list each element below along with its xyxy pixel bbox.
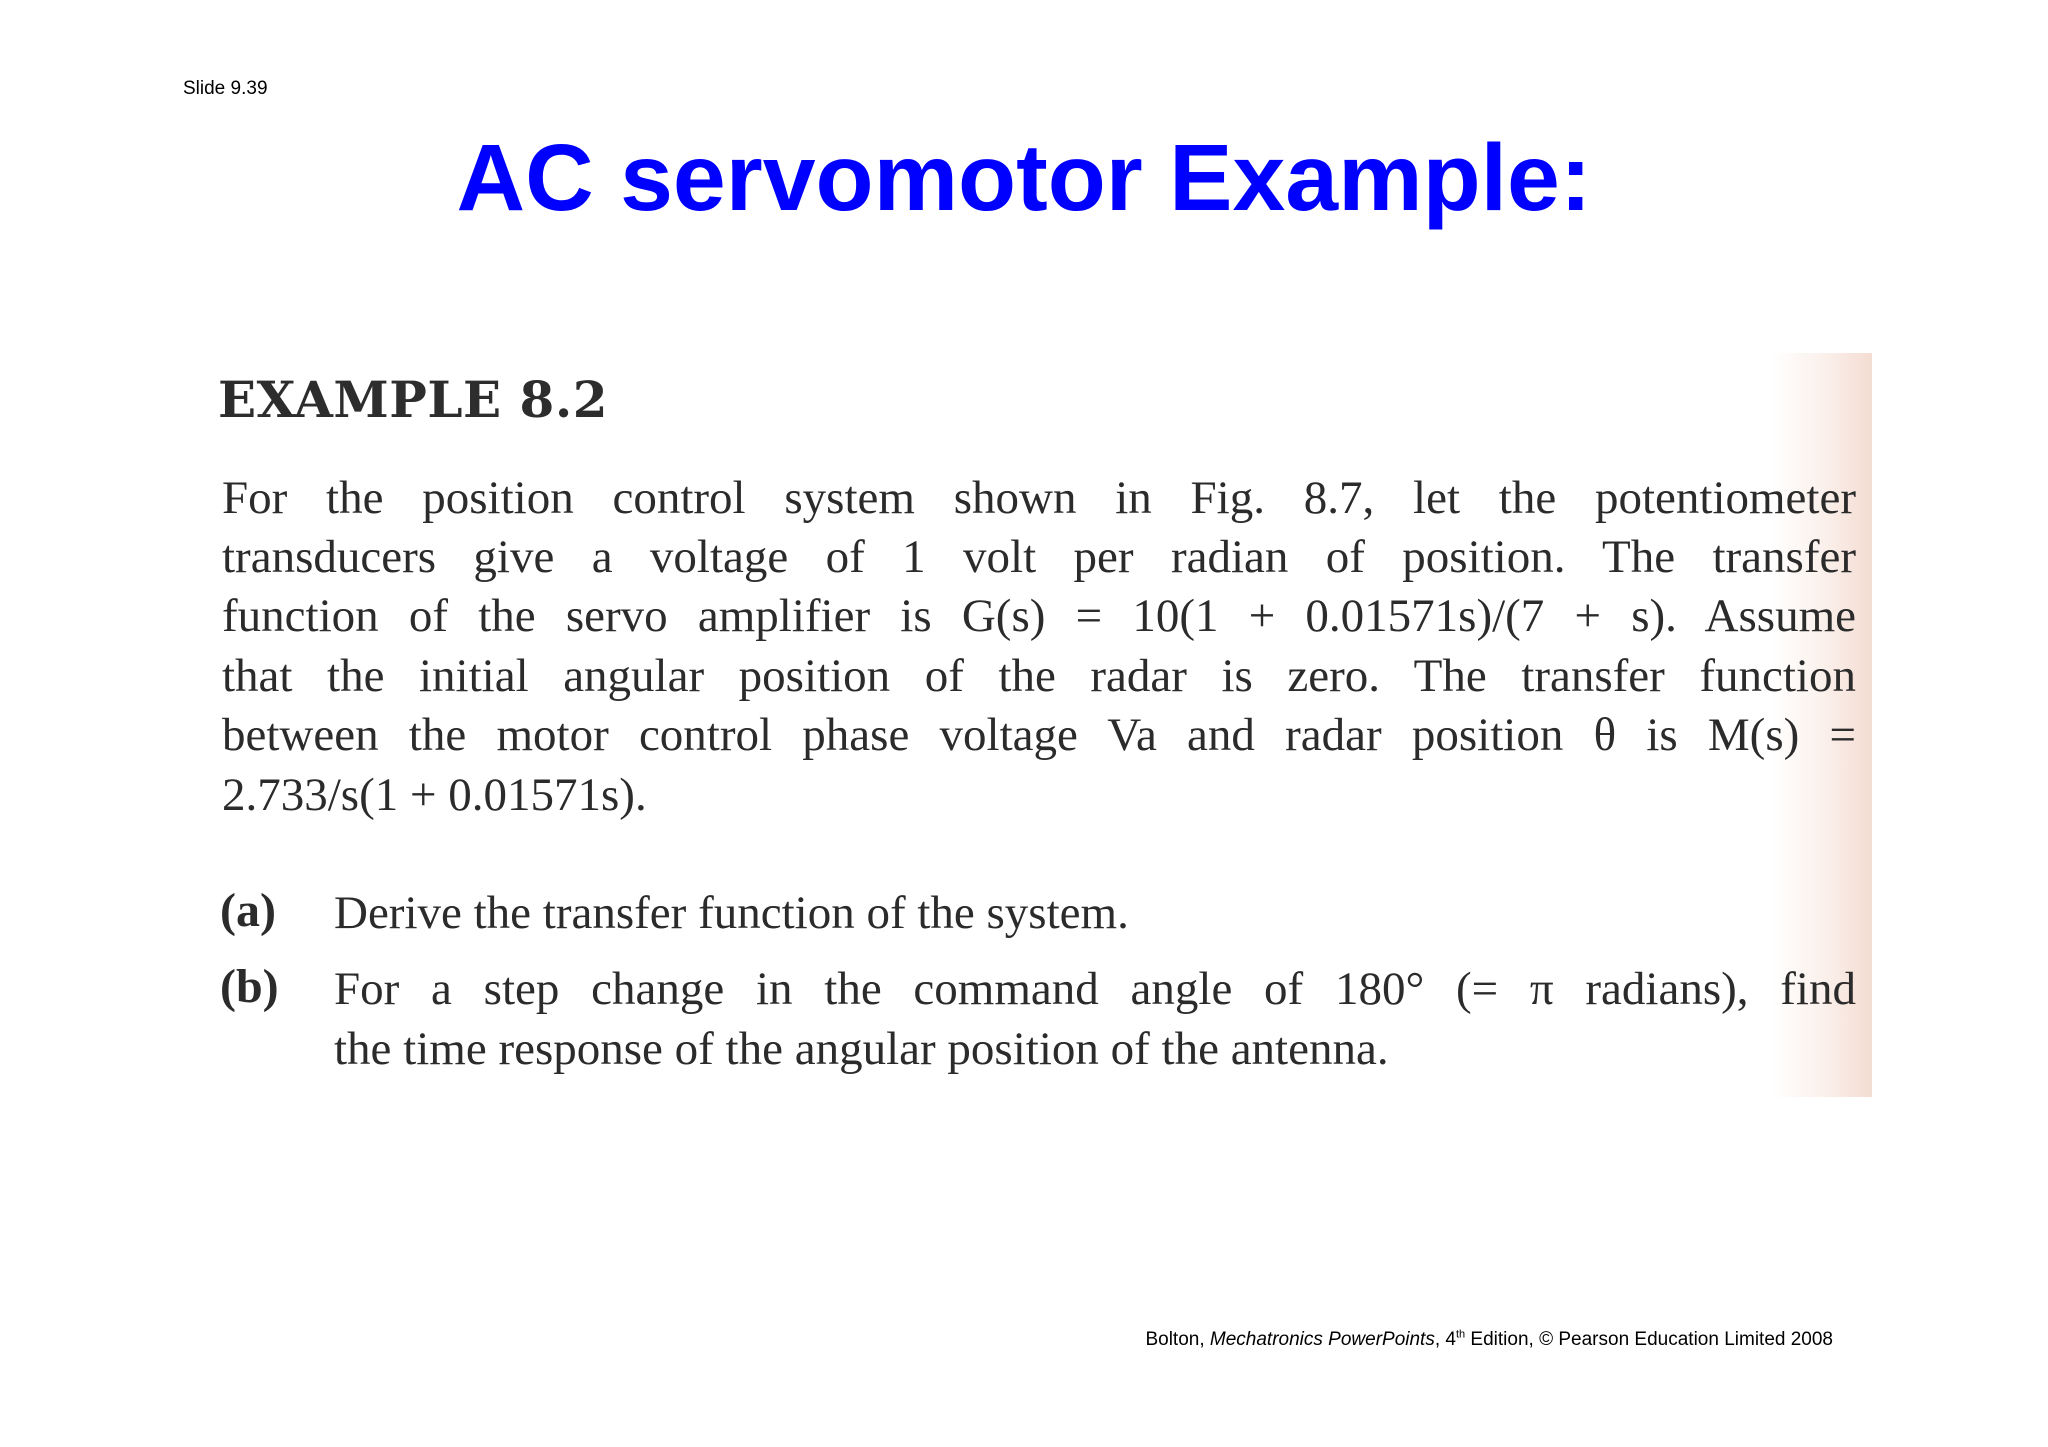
part-a-label: (a) (220, 884, 276, 937)
paragraph-line: For the position control system shown in Fig. 8.7, let the potentiometer (222, 472, 1856, 524)
paragraph-line: 2.733/s(1 + 0.01571s). (222, 769, 647, 821)
paragraph-line: function of the servo amplifier is G(s) = 10(1 + 0.01571s)/(7 + s). Assume (222, 590, 1856, 642)
paragraph-line: that the initial angular position of the radar is zero. The transfer function (222, 650, 1856, 702)
slide-title: AC servomotor Example: (456, 125, 1592, 231)
part-b-label: (b) (220, 960, 279, 1013)
part-b-text: For a step change in the command angle of 180° (= π radians), find (334, 963, 1856, 1015)
paragraph-line: transducers give a voltage of 1 volt per radian of position. The transfer (222, 531, 1856, 583)
footer-credit: Bolton, Mechatronics PowerPoints, 4th Edition, © Pearson Education Limited 2008 (1145, 1328, 1833, 1350)
paragraph-line: between the motor control phase voltage Va and radar position θ is M(s) = (222, 709, 1856, 761)
part-a-text: Derive the transfer function of the system. (334, 887, 1129, 939)
slide-number: Slide 9.39 (183, 78, 268, 99)
example-heading: EXAMPLE 8.2 (218, 370, 609, 429)
part-b-text: the time response of the angular position of the antenna. (334, 1023, 1389, 1075)
